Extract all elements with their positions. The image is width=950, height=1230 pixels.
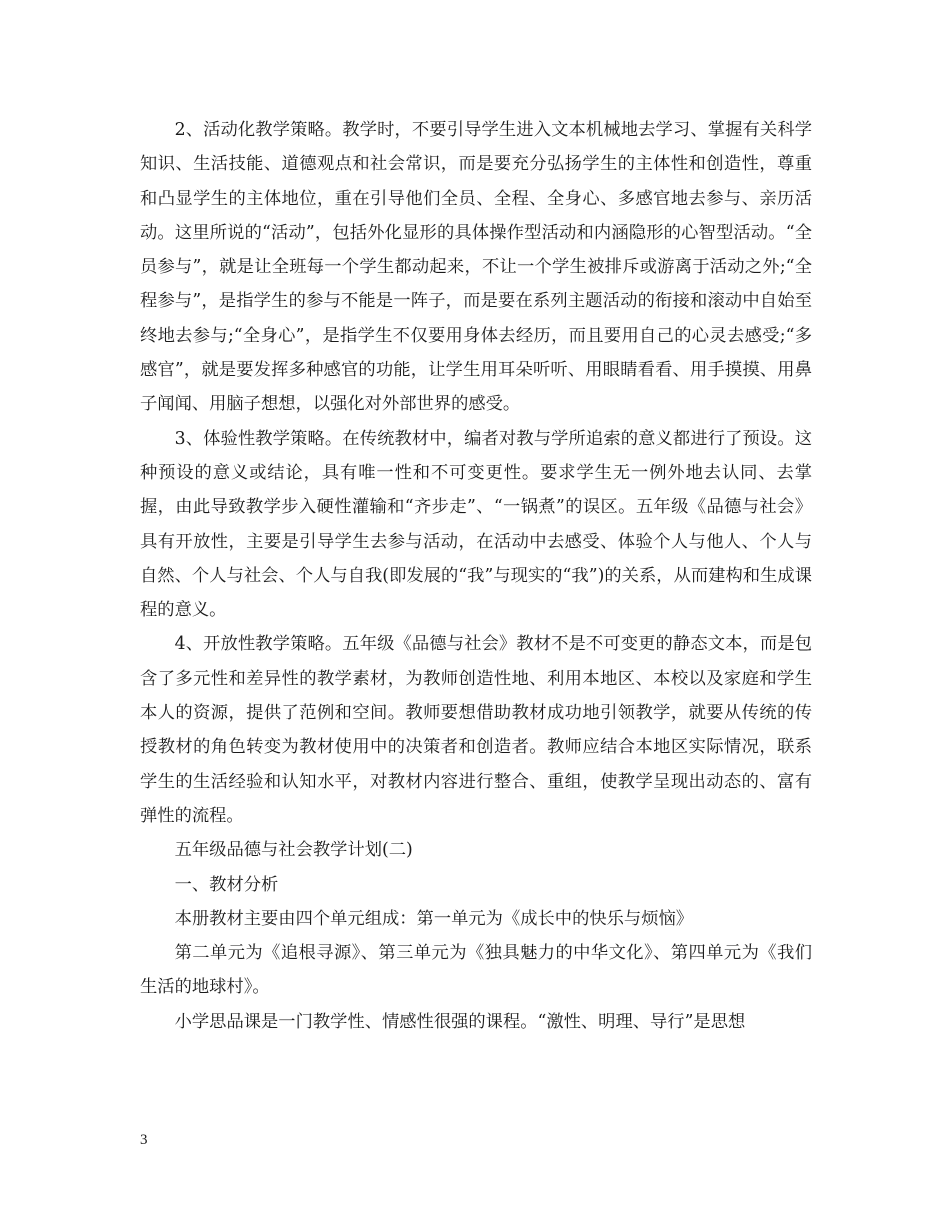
document-body: [140, 113, 812, 1039]
section-title: 五年级品德与社会教学计划(二): [174, 840, 413, 861]
paragraph-course-nature: 小学思品课是一门教学性、情感性很强的课程。“激性、明理、导行”是思想: [174, 1011, 746, 1032]
page-number: 3: [140, 1132, 148, 1148]
paragraph-open-strategy: 4、开放性教学策略。五年级《品德与社会》教材不是不可变更的静态文本，而是包含了多元性和差异性的教学素材，为教师创造性地、利用本地区、本校以及家庭和学生本人的资源，提供了范例和空间。教师要想借助教材成功地引领教学，就要从传统的传授教材的角色转变为教材使用中的决策者和创造者。教师应结合本地区实际情况，联系学生的生活经验和认知水平，对教材内容进行整合、重组，使教学呈现出动态的、富有弹性的流程。: [140, 634, 812, 826]
paragraph-units-continued: 第二单元为《追根寻源》、第三单元为《独具魅力的中华文化》、第四单元为《我们生活的地球村》。: [140, 943, 812, 998]
section-heading: 一、教材分析: [174, 874, 279, 895]
paragraph-experience-strategy: 3、体验性教学策略。在传统教材中，编者对教与学所追索的意义都进行了预设。这种预设的意义或结论，具有唯一性和不可变更性。要求学生无一例外地去认同、去掌握，由此导致教学步入硬性灌输和“齐步走”、“一锅煮”的误区。五年级《品德与社会》具有开放性，主要是引导学生去参与活动，在活动中去感受、体验个人与他人、个人与自然、个人与社会、个人与自我(即发展的“我”与现实的“我”)的关系，从而建构和生成课程的意义。: [140, 428, 812, 621]
paragraph-activity-strategy: 2、活动化教学策略。教学时，不要引导学生进入文本机械地去学习、掌握有关科学知识、生活技能、道德观点和社会常识，而是要充分弘扬学生的主体性和创造性，尊重和凸显学生的主体地位，重在引导他们全员、全程、全身心、多感官地去参与、亲历活动。这里所说的“活动”，包括外化显形的具体操作型活动和内涵隐形的心智型活动。“全员参与”，就是让全班每一个学生都动起来，不让一个学生被排斥或游离于活动之外;“全程参与”，是指学生的参与不能是一阵子，而是要在系列主题活动的衔接和滚动中自始至终地去参与;“全身心”，是指学生不仅要用身体去经历，而且要用自己的心灵去感受;“多感官”，就是要发挥多种感官的功能，让学生用耳朵听听、用眼睛看看、用手摸摸、用鼻子闻闻、用脑子想想，以强化对外部世界的感受。: [140, 120, 812, 415]
paragraph-textbook-units: 本册教材主要由四个单元组成：第一单元为《成长中的快乐与烦恼》: [174, 908, 694, 929]
